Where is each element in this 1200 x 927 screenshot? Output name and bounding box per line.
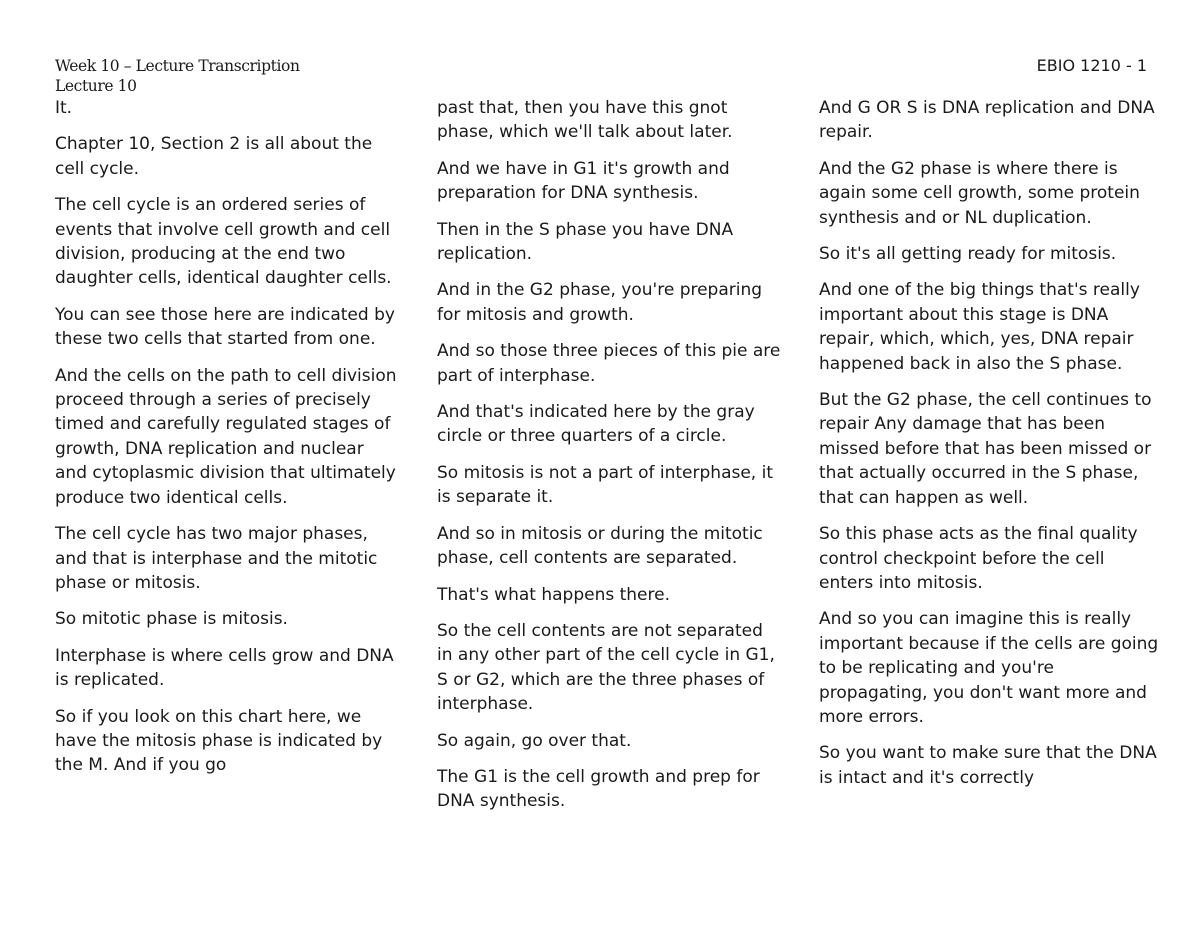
paragraph: So mitotic phase is mitosis.	[55, 609, 288, 630]
paragraph: So mitosis is not a part of interphase, it is separate it.	[437, 462, 773, 508]
paragraph: That's what happens there.	[437, 584, 670, 605]
text-column-3	[819, 96, 1159, 802]
course-code: EBIO 1210 - 1	[1036, 56, 1147, 75]
paragraph: You can see those here are indicated by these two cells that started from one.	[55, 304, 395, 350]
text-column-1	[55, 96, 400, 790]
paragraph: past that, then you have this gnot phase, which we'll talk about later.	[437, 98, 733, 143]
page-header	[55, 56, 300, 96]
paragraph: It.	[55, 98, 73, 118]
paragraph: And in the G2 phase, you're preparing for mitosis and growth.	[437, 280, 763, 325]
paragraph: Then in the S phase you have DNA replication.	[437, 219, 734, 265]
paragraph: So if you look on this chart here, we have the mitosis phase is indicated by the M. And if you go	[55, 706, 383, 776]
paragraph: And so those three pieces of this pie are part of interphase.	[437, 341, 781, 386]
paragraph: So this phase acts as the final quality control checkpoint before the cell enters into mitosis.	[819, 524, 1138, 593]
paragraph: Chapter 10, Section 2 is all about the cell cycle.	[55, 134, 373, 179]
paragraph: And G OR S is DNA replication and DNA repair.	[819, 98, 1155, 143]
paragraph: And so in mitosis or during the mitotic phase, cell contents are separated.	[437, 523, 763, 569]
paragraph: And the G2 phase is where there is again some cell growth, some protein synthesis and or NL duplication.	[819, 158, 1140, 228]
paragraph: So again, go over that.	[437, 730, 632, 751]
paragraph: So it's all getting ready for mitosis.	[819, 244, 1117, 265]
paragraph: Interphase is where cells grow and DNA is replicated.	[55, 645, 394, 691]
paragraph: The cell cycle has two major phases, and that is interphase and the mitotic phase or mitosis.	[55, 524, 378, 593]
paragraph: The G1 is the cell growth and prep for DNA synthesis.	[437, 766, 760, 812]
header-title: Week 10 – Lecture Transcription	[55, 57, 300, 75]
paragraph: But the G2 phase, the cell continues to repair Any damage that has been missed before that has been missed or that actually occurred in the S phase, that can happen as well.	[819, 390, 1152, 508]
paragraph: And we have in G1 it's growth and preparation for DNA synthesis.	[437, 158, 730, 204]
paragraph: So the cell contents are not separated in any other part of the cell cycle in G1, S or G2, which are the three phases of interphase.	[437, 620, 775, 715]
paragraph: And so you can imagine this is really important because if the cells are going to be replicating and you're propagating, you don't want more and more errors.	[819, 609, 1159, 727]
paragraph: And that's indicated here by the gray circle or three quarters of a circle.	[437, 402, 755, 447]
paragraph: So you want to make sure that the DNA is intact and it's correctly	[819, 743, 1157, 788]
paragraph: The cell cycle is an ordered series of events that involve cell growth and cell division, producing at the end two daughter cells, identical daughter cells.	[55, 195, 392, 289]
text-column-2	[437, 96, 782, 826]
header-subtitle: Lecture 10	[55, 77, 137, 95]
paragraph: And one of the big things that's really important about this stage is DNA repair, which, which, yes, DNA repair happened back in also the S phase.	[819, 280, 1140, 374]
paragraph: And the cells on the path to cell division proceed through a series of precisely timed and carefully regulated stages of growth, DNA replication and nuclear and cytoplasmic division that ultimately produce two identical cells.	[55, 365, 397, 508]
